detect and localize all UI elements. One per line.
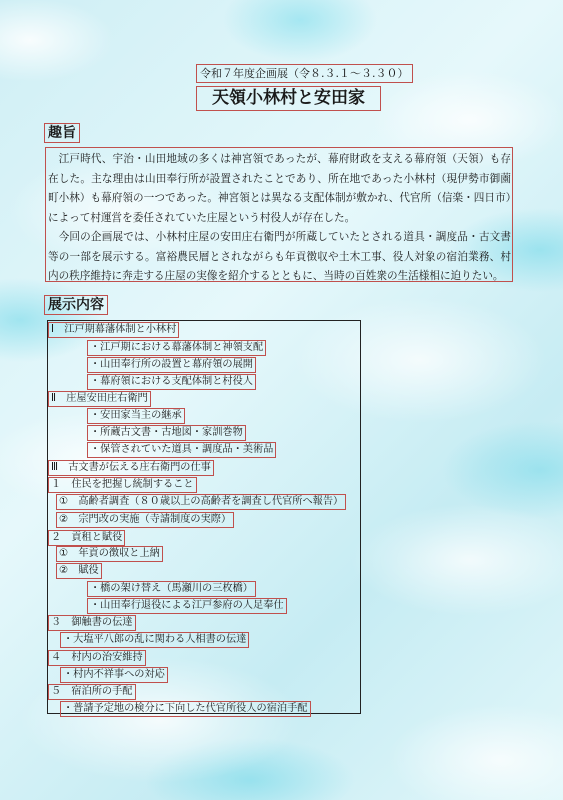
exhibit-item: ・大塩平八郎の乱に関わる人相書の伝達 bbox=[60, 632, 249, 648]
exhibit-subsection: ５ 宿泊所の手配 bbox=[48, 684, 136, 700]
purpose-text bbox=[45, 147, 513, 282]
exhibit-item: ・橋の架け替え（馬瀬川の三枚橋） bbox=[87, 581, 256, 597]
exhibit-heading: 展示内容 bbox=[44, 295, 108, 315]
exhibit-item: ① 高齢者調査（８０歳以上の高齢者を調査し代官所へ報告） bbox=[56, 494, 346, 510]
exhibit-item: ② 賦役 bbox=[56, 563, 102, 579]
exhibition-period: 令和７年度企画展（令８.３.１～３.３０） bbox=[196, 64, 413, 83]
purpose-paragraph-1: 江戸時代、宇治・山田地域の多くは神宮領であったが、幕府財政を支える幕府領（天領）も存在した。主な理由は山田奉行所が設置されたことであり、所在地であった小林村（現伊勢市御薗町小林）も幕府領の一つであった。神宮領とは異なる支配体制が敷かれ、代官所（信楽・四日市）によって村運営を委任されていた庄屋という村役人が存在した。 bbox=[48, 153, 511, 224]
exhibit-section-3: Ⅲ 古文書が伝える庄右衛門の仕事 bbox=[48, 460, 214, 476]
exhibit-item: ・村内不祥事への対応 bbox=[60, 667, 168, 683]
exhibit-item: ・普請予定地の検分に下向した代官所役人の宿泊手配 bbox=[60, 701, 311, 717]
exhibit-item: ① 年貢の徴収と上納 bbox=[56, 546, 163, 562]
exhibit-item: ・幕府領における支配体制と村役人 bbox=[87, 374, 256, 390]
exhibit-item: ・所蔵古文書・古地図・家訓巻物 bbox=[87, 425, 246, 441]
exhibit-subsection: ２ 貢租と賦役 bbox=[48, 530, 125, 546]
exhibit-item: ・山田奉行所の設置と幕府領の展開 bbox=[87, 357, 256, 373]
exhibit-item: ・安田家当主の継承 bbox=[87, 408, 185, 424]
exhibit-item: ・江戸期における幕藩体制と神領支配 bbox=[87, 340, 266, 356]
exhibit-subsection: ３ 御触書の伝達 bbox=[48, 615, 136, 631]
exhibit-subsection: ４ 村内の治安維持 bbox=[48, 650, 146, 666]
exhibit-section-2: Ⅱ 庄屋安田庄右衛門 bbox=[48, 391, 151, 407]
exhibit-subsection: １ 住民を把握し統制すること bbox=[48, 477, 197, 493]
exhibit-section-1: Ⅰ 江戸期幕藩体制と小林村 bbox=[48, 322, 179, 338]
purpose-paragraph-2: 今回の企画展では、小林村庄屋の安田庄右衛門が所蔵していたとされる道具・調度品・古文書等の一部を展示する。富裕農民層とされながらも年貢徴収や土木工事、役人対象の宿泊業務、村内の秩序維持に奔走する庄屋の実像を紹介するとともに、当時の百姓衆の生活様相に迫りたい。 bbox=[48, 231, 511, 282]
exhibition-title: 天領小林村と安田家 bbox=[196, 86, 381, 111]
exhibit-item: ・山田奉行退役による江戸参府の人足奉仕 bbox=[87, 598, 287, 614]
purpose-heading: 趣旨 bbox=[44, 123, 80, 143]
exhibit-item: ② 宗門改の実施（寺請制度の実際） bbox=[56, 512, 234, 528]
exhibit-item: ・保管されていた道具・調度品・美術品 bbox=[87, 442, 276, 458]
